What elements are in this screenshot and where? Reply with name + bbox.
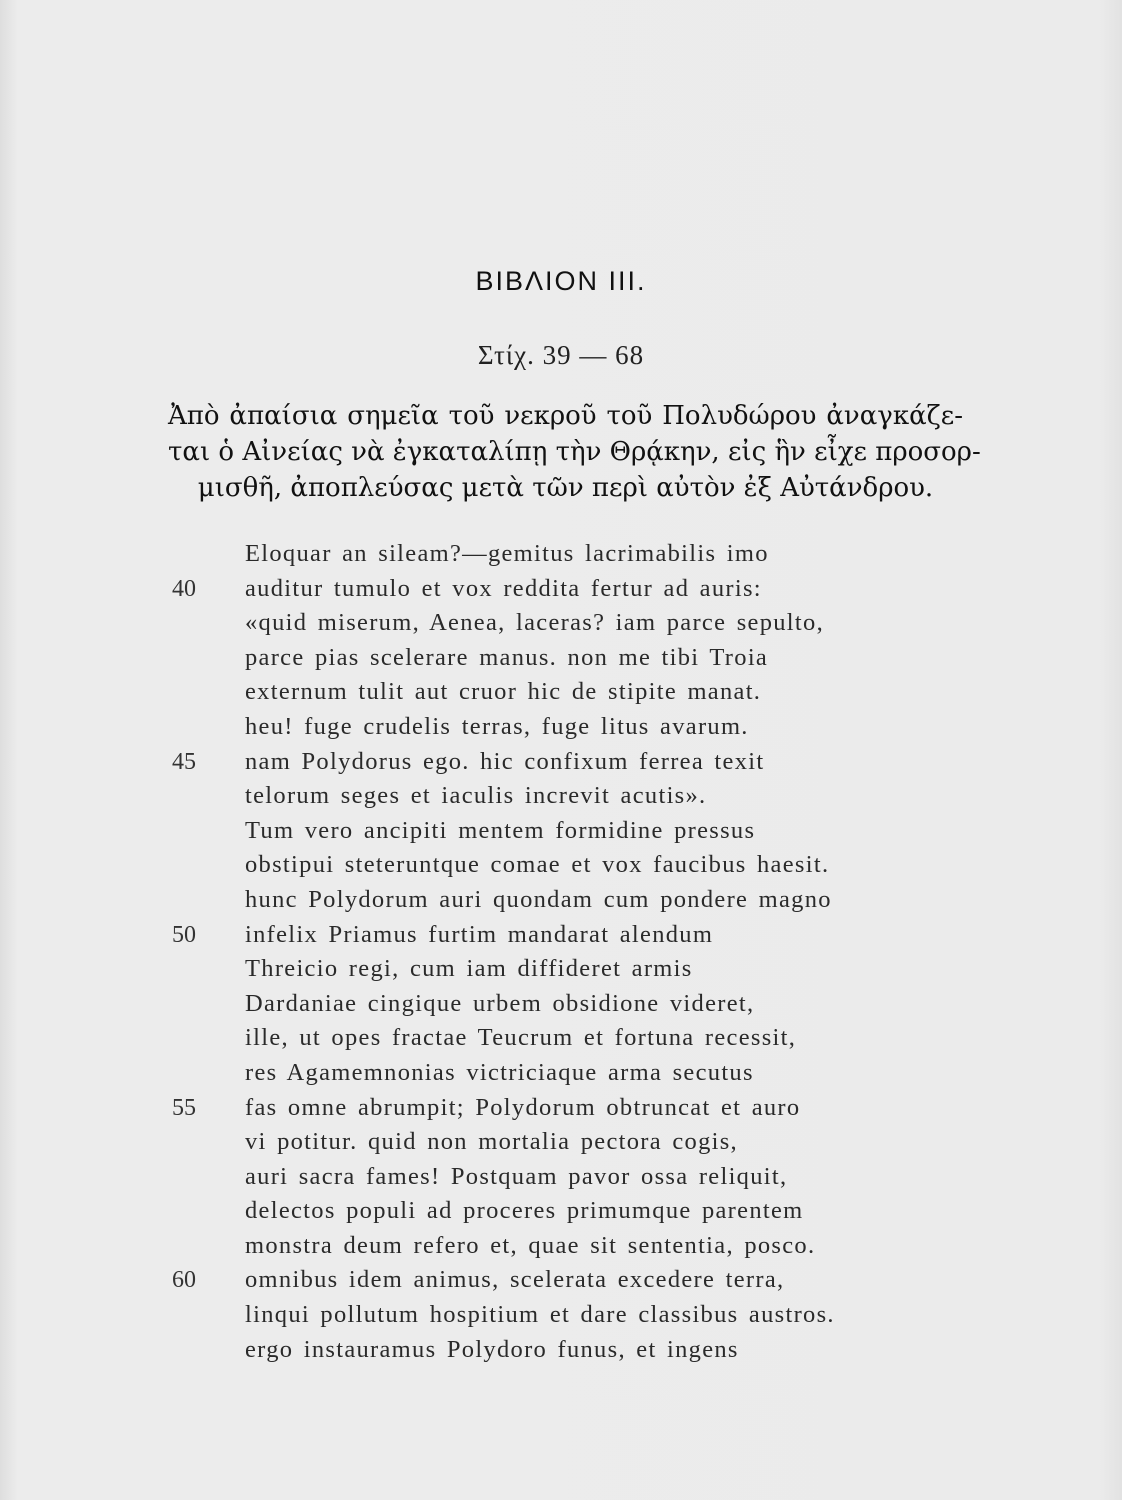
verse-text: «quid miserum, Aenea, laceras? iam parce sepulto, (245, 609, 824, 637)
verse-text: telorum seges et iaculis increvit acutis». (245, 782, 707, 810)
verse-text: linqui pollutum hospitium et dare classibus austros. (245, 1301, 835, 1329)
verse-text: ergo instauramus Polydoro funus, et ingens (245, 1335, 739, 1363)
verse-line (0, 710, 1122, 745)
verse-text: omnibus idem animus, scelerata excedere terra, (245, 1266, 785, 1294)
verse-line (0, 572, 1122, 607)
verse-text: Tum vero ancipiti mentem formidine pressus (245, 816, 756, 844)
verse-line (0, 1298, 1122, 1333)
summary-line: μισθῆ, ἀποπλεύσας μετὰ τῶν περὶ αὐτὸν ἐξ Αὐτάνδρου. (197, 473, 934, 503)
verse-line (0, 641, 1122, 676)
verse-text: obstipui steteruntque comae et vox faucibus haesit. (245, 851, 830, 879)
verse-line (0, 814, 1122, 849)
verse-text: externum tulit aut cruor hic de stipite manat. (245, 678, 762, 706)
line-number: 40 (172, 575, 196, 602)
verse-line (0, 606, 1122, 641)
verse-line (0, 1194, 1122, 1229)
verse-text: parce pias scelerare manus. non me tibi Troia (245, 643, 769, 671)
verse-line (0, 779, 1122, 814)
verse-text: hunc Polydorum auri quondam cum pondere magno (245, 885, 832, 913)
verse-line (0, 1091, 1122, 1126)
verse-text: delectos populi ad proceres primumque parentem (245, 1197, 804, 1225)
verse-text: ille, ut opes fractae Teucrum et fortuna recessit, (245, 1024, 797, 1052)
verse-line (0, 848, 1122, 883)
line-number: 55 (172, 1094, 196, 1121)
summary-line: Ἀπὸ ἀπαίσια σημεῖα τοῦ νεκροῦ τοῦ Πολυδώρου ἀναγκάζε- (168, 401, 963, 431)
verse-line (0, 883, 1122, 918)
verse-line (0, 1125, 1122, 1160)
verse-line (0, 918, 1122, 953)
verse-line (0, 1229, 1122, 1264)
verse-line (0, 1333, 1122, 1368)
verse-text: vi potitur. quid non mortalia pectora cogis, (245, 1128, 738, 1156)
verse-line (0, 1021, 1122, 1056)
verse-line (0, 1056, 1122, 1091)
latin-poem (0, 537, 1122, 1367)
verse-line (0, 745, 1122, 780)
verse-line (0, 1263, 1122, 1298)
verse-text: Threicio regi, cum iam diffideret armis (245, 955, 693, 983)
verse-text: monstra deum refero et, quae sit sententia, posco. (245, 1231, 816, 1259)
verse-text: res Agamemnonias victriciaque arma secutus (245, 1058, 754, 1086)
verse-text: fas omne abrumpit; Polydorum obtruncat et auro (245, 1093, 801, 1121)
line-number: 60 (172, 1267, 196, 1294)
line-number: 50 (172, 921, 196, 948)
verse-line (0, 537, 1122, 572)
verse-text: Dardaniae cingique urbem obsidione videret, (245, 989, 755, 1017)
book-title: ΒΙΒΛΙΟΝ III. (475, 266, 647, 296)
verse-text: nam Polydorus ego. hic confixum ferrea texit (245, 747, 765, 775)
verse-line (0, 952, 1122, 987)
verse-line (0, 1160, 1122, 1195)
greek-summary (168, 398, 981, 506)
verse-line (0, 675, 1122, 710)
verse-text: Eloquar an sileam?—gemitus lacrimabilis imo (245, 540, 769, 567)
verse-text: heu! fuge crudelis terras, fuge litus avarum. (245, 712, 749, 740)
summary-line: ται ὁ Αἰνείας νὰ ἐγκαταλίπῃ τὴν Θρᾴκην, εἰς ἣν εἶχε προσορ- (168, 437, 981, 467)
line-number: 45 (172, 748, 196, 775)
verse-text: infelix Priamus furtim mandarat alendum (245, 920, 714, 948)
verse-text: auri sacra fames! Postquam pavor ossa reliquit, (245, 1162, 788, 1190)
verse-range: Στίχ. 39 — 68 (477, 340, 645, 370)
verse-text: auditur tumulo et vox reddita fertur ad auris: (245, 574, 762, 602)
verse-line (0, 987, 1122, 1022)
